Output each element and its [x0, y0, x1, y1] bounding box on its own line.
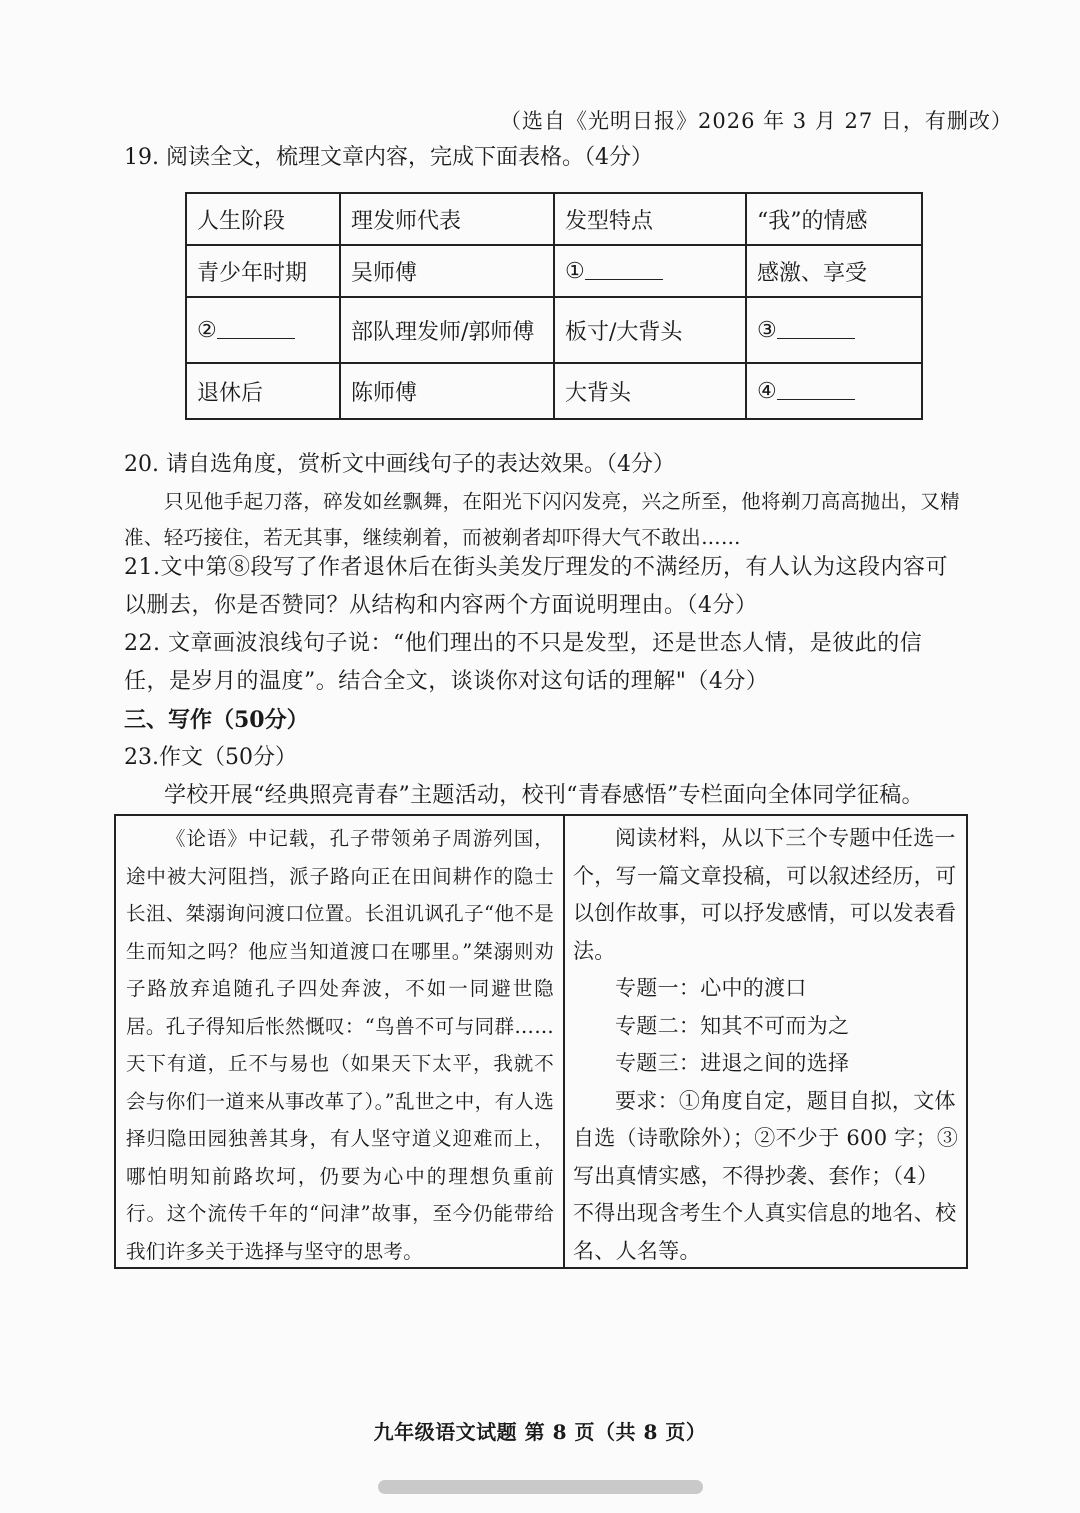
table-cell: 退休后 [186, 363, 340, 419]
question-21: 21.文中第⑧段写了作者退休后在街头美发厅理发的不满经历，有人认为这段内容可以删去，你是否赞同？从结构和内容两个方面说明理由。（4分） [124, 555, 948, 618]
table-header-row [186, 193, 922, 245]
table-row [186, 297, 922, 363]
table-header: 人生阶段 [186, 193, 340, 245]
topic-item: 专题二：知其不可而为之 [615, 1013, 850, 1038]
table-cell: 感激、享受 [746, 245, 922, 297]
source-citation: （选自《光明日报》2026 年 3 月 27 日，有删改） [500, 109, 1013, 133]
table-cell-blank: ④ [746, 363, 922, 419]
table-cell: 吴师傅 [340, 245, 554, 297]
answer-blank-line [585, 259, 663, 280]
table-header: “我”的情感 [746, 193, 922, 245]
essay-intro: 学校开展“经典照亮青春”主题活动，校刊“青春感悟”专栏面向全体同学征稿。 [164, 783, 924, 808]
table-header: 理发师代表 [340, 193, 554, 245]
table-cell-blank: ② [186, 297, 340, 363]
scrollbar[interactable] [378, 1480, 703, 1494]
table-cell: 陈师傅 [340, 363, 554, 419]
question-22: 22. 文章画波浪线句子说：“他们理出的不只是发型，还是世态人情，是彼此的信任，是岁月的温度”。结合全文，谈谈你对这句话的理解"（4分） [124, 631, 923, 694]
table-cell: 部队理发师/郭师傅 [340, 297, 554, 363]
answer-blank-line [777, 379, 855, 400]
material-text: 《论语》中记载，孔子带领弟子周游列国，途中被大河阻挡，派子路向正在田间耕作的隐士长沮、桀溺询问渡口位置。长沮讥讽孔子“他不是生而知之吗？他应当知道渡口在哪里。”桀溺则劝子路放弃追随孔子四处奔波，不如一同避世隐居。孔子得知后怅然慨叹：“鸟兽不可与同群……天下有道，丘不与易也（如果天下太平，我就不会与你们一道来从事改革了）。”乱世之中，有人选择归隐田园独善其身，有人坚守道义迎难而上，哪怕明知前路坎坷，仍要为心中的理想负重前行。这个流传千年的“问津”故事，至今仍能带给我们许多关于选择与坚守的思考。 [126, 827, 554, 1263]
table-cell-blank: ③ [746, 297, 922, 363]
table-cell: 板寸/大背头 [554, 297, 746, 363]
table-cell: 大背头 [554, 363, 746, 419]
answer-blank-line [217, 318, 295, 339]
question-23: 23.作文（50分） [124, 745, 297, 770]
instruction-column [573, 820, 959, 1270]
requirements-text: 要求：①角度自定，题目自拟，文体自选（诗歌除外）；②不少于 600 字；③写出真情实感，不得抄袭、套作；（4）不得出现含考生个人真实信息的地名、校名、人名等。 [573, 1088, 959, 1263]
table-cell-blank: ① [554, 245, 746, 297]
question-20: 20. 请自选角度，赏析文中画线句子的表达效果。（4分） [124, 452, 675, 477]
column-divider [563, 816, 565, 1267]
answer-blank-line [777, 318, 855, 339]
page-footer: 九年级语文试题 第 8 页（共 8 页） [373, 1420, 707, 1444]
question-19: 19. 阅读全文，梳理文章内容，完成下面表格。（4分） [124, 145, 653, 170]
section-heading: 三、写作（50分） [124, 707, 309, 733]
table-row [186, 363, 922, 419]
quoted-sentence: 只见他手起刀落，碎发如丝飘舞，在阳光下闪闪发亮，兴之所至，他将剃刀高高抛出，又精准、轻巧接住，若无其事，继续剃着，而被剃者却吓得大气不敢出…… [124, 490, 961, 549]
instruction-text: 阅读材料，从以下三个专题中任选一个，写一篇文章投稿，可以叙述经历，可以创作故事，可以抒发感情，可以发表看法。 [573, 826, 957, 963]
fill-in-table [185, 192, 923, 420]
topic-item: 专题三：进退之间的选择 [615, 1051, 850, 1075]
table-header: 发型特点 [554, 193, 746, 245]
topic-item: 专题一：心中的渡口 [615, 976, 807, 1000]
table-cell: 青少年时期 [186, 245, 340, 297]
table-row [186, 245, 922, 297]
